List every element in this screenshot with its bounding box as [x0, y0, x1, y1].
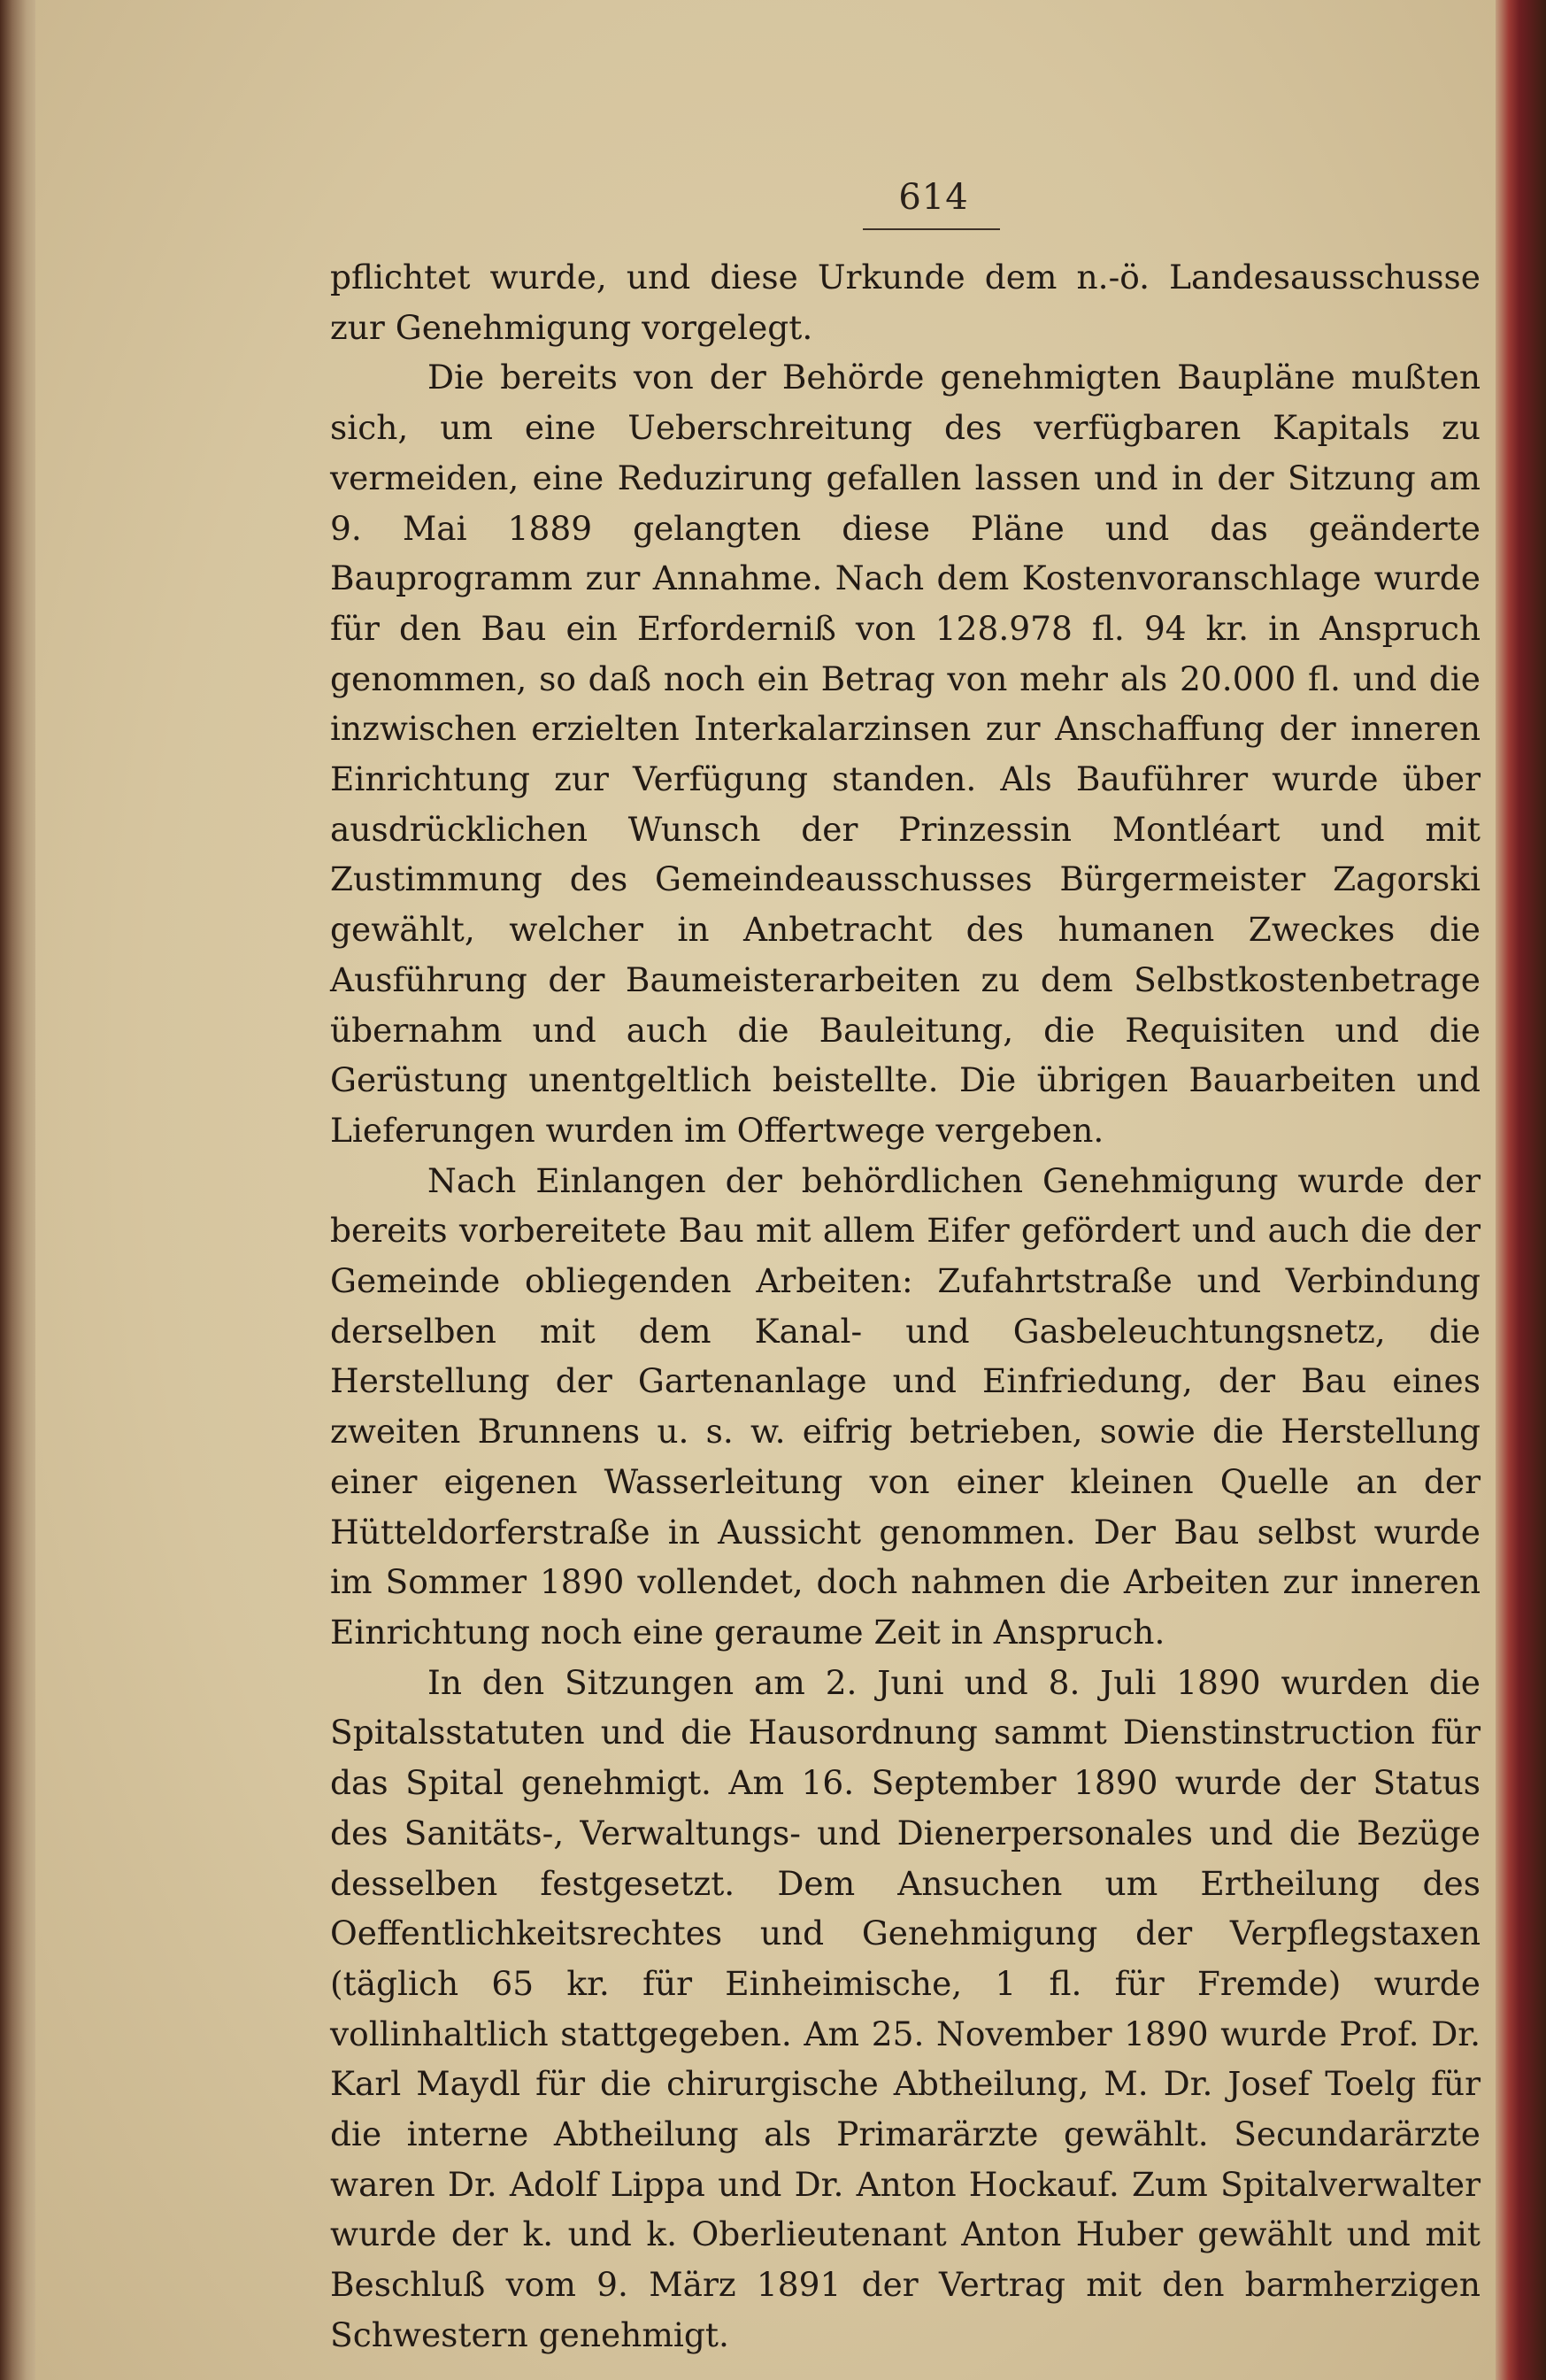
- page-number: 614: [898, 177, 969, 218]
- body-text: [330, 252, 1481, 2361]
- paper-page: [35, 0, 1496, 2380]
- page-number-rule: [863, 228, 1000, 230]
- paragraph-construction: Nach Einlangen der behördlichen Genehmigung wurde der bereits vorbereitete Bau mit allem Eifer gefördert und auch die der Gemeinde obliegenden Arbeiten: Zufahrtstraße und Verbindung derselben mit dem Kanal- und Gasbeleuchtungsnetz, die Herstellung der Gartenanlage und Einfriedung, der Bau eines zweiten Brunnens u. s. w. eifrig betrieben, sowie die Herstellung einer eigenen Wasserleitung von einer kleinen Quelle an der Hütteldorferstraße in Aussicht genommen. Der Bau selbst wurde im Sommer 1890 vollendet, doch nahmen die Arbeiten zur inneren Einrichtung noch eine geraume Zeit in Anspruch.: [330, 1160, 1481, 1652]
- paragraph-continuation: pflichtet wurde, und diese Urkunde dem n.-ö. Landesausschusse zur Genehmigung vorgelegt.: [330, 258, 1481, 347]
- paragraph-building-plans: Die bereits von der Behörde genehmigten Baupläne mußten sich, um eine Ueberschreitung des verfügbaren Kapitals zu vermeiden, eine Reduzirung gefallen lassen und in der Sitzung am 9. Mai 1889 gelangten diese Pläne und das geänderte Bauprogramm zur Annahme. Nach dem Kostenvoranschlage wurde für den Bau ein Erforderniß von 128.978 fl. 94 kr. in Anspruch genommen, so daß noch ein Betrag von mehr als 20.000 fl. und die inzwischen erzielten Interkalarzinsen zur Anschaffung der inneren Einrichtung zur Verfügung standen. Als Bauführer wurde über ausdrücklichen Wunsch der Prinzessin Montléart und mit Zustimmung des Gemeindeausschusses Bürgermeister Zagorski gewählt, welcher in Anbetracht des humanen Zweckes die Ausführung der Baumeisterarbeiten zu dem Selbstkostenbetrage übernahm und auch die Bauleitung, die Requisiten und die Gerüstung unentgeltlich beistellte. Die übrigen Bauarbeiten und Lieferungen wurden im Offertwege vergeben.: [330, 358, 1481, 1150]
- book-cover-edge: [1493, 0, 1546, 2380]
- paragraph-statutes: In den Sitzungen am 2. Juni und 8. Juli 1890 wurden die Spitalsstatuten und die Hausordnung sammt Dienstinstruction für das Spital genehmigt. Am 16. September 1890 wurde der Status des Sanitäts-, Verwaltungs- und Dienerpersonales und die Bezüge desselben festgesetzt. Dem Ansuchen um Ertheilung des Oeffentlichkeitsrechtes und Genehmigung der Verpflegstaxen (täglich 65 kr. für Einheimische, 1 fl. für Fremde) wurde vollinhaltlich stattgegeben. Am 25. November 1890 wurde Prof. Dr. Karl Maydl für die chirurgische Abtheilung, M. Dr. Josef Toelg für die interne Abtheilung als Primarärzte gewählt. Secundarärzte waren Dr. Adolf Lippa und Dr. Anton Hockauf. Zum Spitalverwalter wurde der k. und k. Oberlieutenant Anton Huber gewählt und mit Beschluß vom 9. März 1891 der Vertrag mit den barmherzigen Schwestern genehmigt.: [330, 1662, 1481, 2354]
